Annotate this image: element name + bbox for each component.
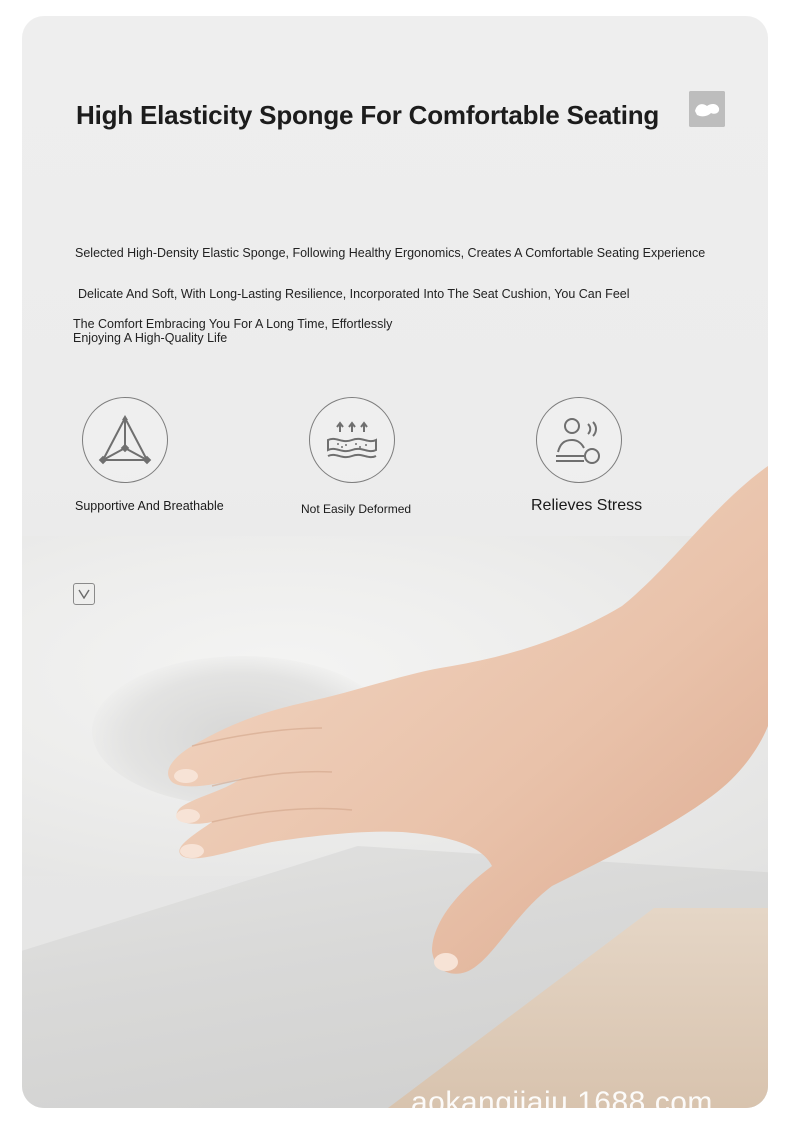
feature-not-deformed	[309, 397, 395, 483]
feature-icon-circle	[536, 397, 622, 483]
description-line-3: The Comfort Embracing You For A Long Time, Effortlessly	[73, 317, 393, 331]
sponge-layers-icon	[322, 412, 382, 468]
chevron-down-icon	[73, 583, 95, 605]
feature-label-not-deformed: Not Easily Deformed	[301, 502, 412, 516]
page-title: High Elasticity Sponge For Comfortable Seating	[76, 100, 660, 130]
description-line-4: Enjoying A High-Quality Life	[73, 331, 228, 345]
description-line-2: Delicate And Soft, With Long-Lasting Resilience, Incorporated Into The Seat Cushion, You Can Feel	[78, 287, 630, 301]
description-line-1: Selected High-Density Elastic Sponge, Following Healthy Ergonomics, Creates A Comfortable Seating Experience	[75, 246, 706, 260]
sponge-logo-icon	[689, 91, 725, 127]
feature-icon-circle	[309, 397, 395, 483]
store-watermark: aokangjiaju.1688.com	[411, 1086, 713, 1119]
feature-relieves-stress	[536, 397, 622, 483]
feature-label-relieves-stress: Relieves Stress	[531, 497, 643, 514]
feature-icon-circle	[82, 397, 168, 483]
hand-pressing-image	[152, 446, 768, 1006]
relaxing-person-icon	[550, 412, 608, 468]
triangle-network-icon	[97, 412, 153, 468]
feature-supportive	[82, 397, 168, 483]
product-image-card	[22, 16, 768, 1108]
feature-label-supportive: Supportive And Breathable	[75, 499, 224, 513]
